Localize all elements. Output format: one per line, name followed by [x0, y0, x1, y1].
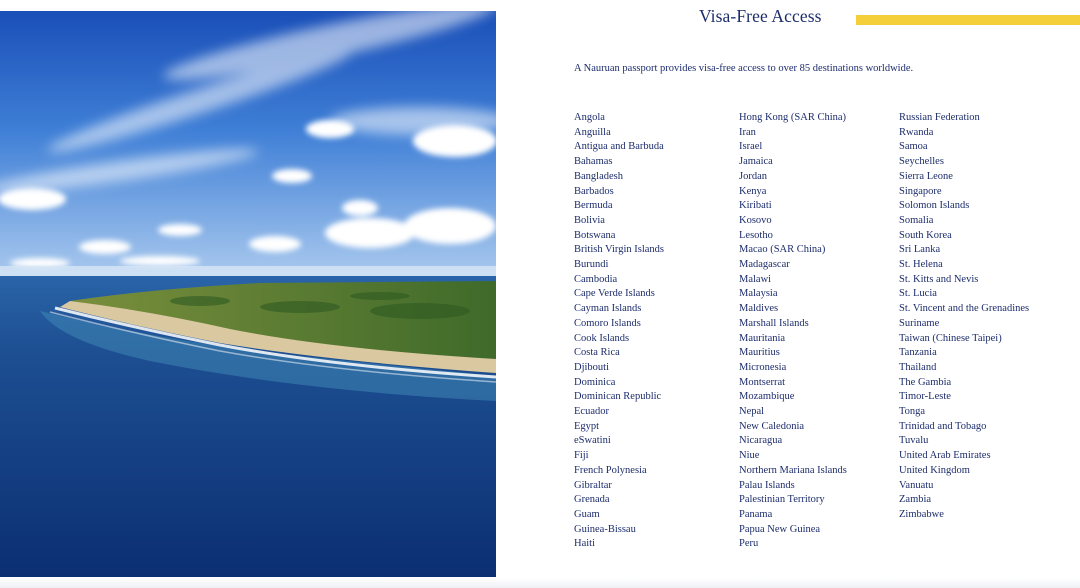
destination-item: Dominican Republic [574, 391, 662, 403]
destination-item: Djibouti [574, 361, 610, 373]
destination-item: Mauritius [739, 347, 780, 359]
destination-item: Botswana [574, 229, 616, 241]
island-coast-photo [0, 11, 496, 577]
destination-item: Guam [574, 508, 600, 520]
destination-item: Gibraltar [574, 479, 612, 491]
destination-item: Rwanda [899, 126, 934, 138]
destination-item: Cambodia [574, 273, 618, 285]
destination-item: Anguilla [574, 126, 611, 138]
island-coast-aerial-photo-icon [0, 11, 496, 577]
destination-item: Nepal [739, 406, 765, 418]
destination-column-3 [899, 111, 1029, 523]
destination-item: eSwatini [574, 435, 611, 447]
destination-item: Maldives [739, 303, 779, 315]
intro-text: A Nauruan passport provides visa-free access to over 85 destinations worldwide. [574, 63, 914, 74]
destination-item: Burundi [574, 259, 609, 271]
destination-item: Fiji [574, 450, 589, 462]
destination-item: St. Kitts and Nevis [899, 273, 979, 285]
destination-item: Thailand [899, 361, 937, 373]
destination-item: Malawi [739, 273, 772, 285]
destination-item: Madagascar [739, 259, 790, 271]
destination-item: Kenya [739, 185, 767, 197]
destination-item: Egypt [574, 420, 600, 432]
destination-item: The Gambia [899, 376, 952, 388]
destination-item: Panama [739, 508, 773, 520]
destination-item: St. Vincent and the Grenadines [899, 303, 1030, 315]
destination-item: Sri Lanka [899, 244, 941, 256]
destination-item: Tanzania [899, 347, 937, 359]
destination-item: Haiti [574, 538, 595, 550]
destination-item: Tonga [899, 406, 926, 418]
destination-item: Zambia [899, 494, 932, 506]
destination-item: Montserrat [739, 376, 786, 388]
destination-item: Bolivia [574, 214, 605, 226]
destination-item: Costa Rica [574, 347, 620, 359]
destination-item: Mozambique [739, 391, 795, 403]
destination-item: St. Helena [899, 259, 943, 271]
destination-item: Palestinian Territory [739, 494, 825, 506]
destination-item: French Polynesia [574, 464, 647, 476]
destination-item: Russian Federation [899, 112, 980, 123]
destination-item: Jordan [739, 170, 767, 182]
destination-item: Palau Islands [739, 479, 795, 491]
destination-item: Niue [739, 450, 760, 462]
destination-item: Peru [739, 538, 759, 550]
destination-item: United Kingdom [899, 464, 970, 476]
destination-item: Suriname [899, 317, 940, 329]
destination-item: Mauritania [739, 332, 786, 344]
destination-item: Nicaragua [739, 435, 783, 447]
destination-item: Cook Islands [574, 332, 630, 344]
destination-item: Angola [574, 112, 605, 123]
destination-item: Trinidad and Tobago [899, 420, 987, 432]
destination-item: Grenada [574, 494, 610, 506]
destination-item: Barbados [574, 185, 614, 197]
destination-item: Papua New Guinea [739, 523, 821, 535]
destination-item: Tuvalu [899, 435, 929, 447]
destination-item: United Arab Emirates [899, 450, 991, 462]
destination-item: Ecuador [574, 406, 609, 418]
destination-item: St. Lucia [899, 288, 937, 300]
page-bottom-edge [0, 578, 1080, 588]
destination-item: Somalia [899, 214, 934, 226]
destination-item: Zimbabwe [899, 508, 944, 520]
destination-item: Bangladesh [574, 170, 623, 182]
destination-item: Solomon Islands [899, 200, 970, 212]
destination-item: Sierra Leone [899, 170, 953, 182]
destination-item: Northern Mariana Islands [739, 464, 847, 476]
destination-item: Cayman Islands [574, 303, 642, 315]
destination-item: Taiwan (Chinese Taipei) [899, 332, 1002, 344]
destination-item: Lesotho [739, 229, 773, 241]
destination-item: British Virgin Islands [574, 244, 664, 256]
destination-item: Comoro Islands [574, 317, 641, 329]
destination-item: Timor-Leste [899, 391, 951, 403]
destination-item: Iran [739, 126, 756, 138]
destination-item: Vanuatu [899, 479, 934, 491]
destination-item: Samoa [899, 141, 928, 153]
destination-item: Seychelles [899, 156, 944, 168]
destination-item: Hong Kong (SAR China) [739, 112, 847, 123]
destination-column-1 [574, 111, 664, 552]
destination-item: Kosovo [739, 214, 772, 226]
destination-item: Macao (SAR China) [739, 244, 826, 256]
destination-item: Bahamas [574, 156, 613, 168]
destination-column-2 [739, 111, 847, 552]
destination-item: Cape Verde Islands [574, 288, 655, 300]
destination-item: Guinea-Bissau [574, 523, 636, 535]
destination-item: Israel [739, 141, 763, 153]
destination-item: Malaysia [739, 288, 778, 300]
destination-item: Kiribati [739, 200, 772, 212]
destination-item: South Korea [899, 229, 952, 241]
destination-item: Singapore [899, 185, 942, 197]
destination-item: Dominica [574, 376, 616, 388]
destination-item: Jamaica [739, 156, 773, 168]
destination-item: Marshall Islands [739, 317, 809, 329]
destination-item: Micronesia [739, 361, 787, 373]
destination-item: Bermuda [574, 200, 613, 212]
title-accent-bar [856, 15, 1080, 25]
destination-item: Antigua and Barbuda [574, 141, 664, 153]
page-title: Visa-Free Access [699, 6, 822, 26]
destination-item: New Caledonia [739, 420, 805, 432]
